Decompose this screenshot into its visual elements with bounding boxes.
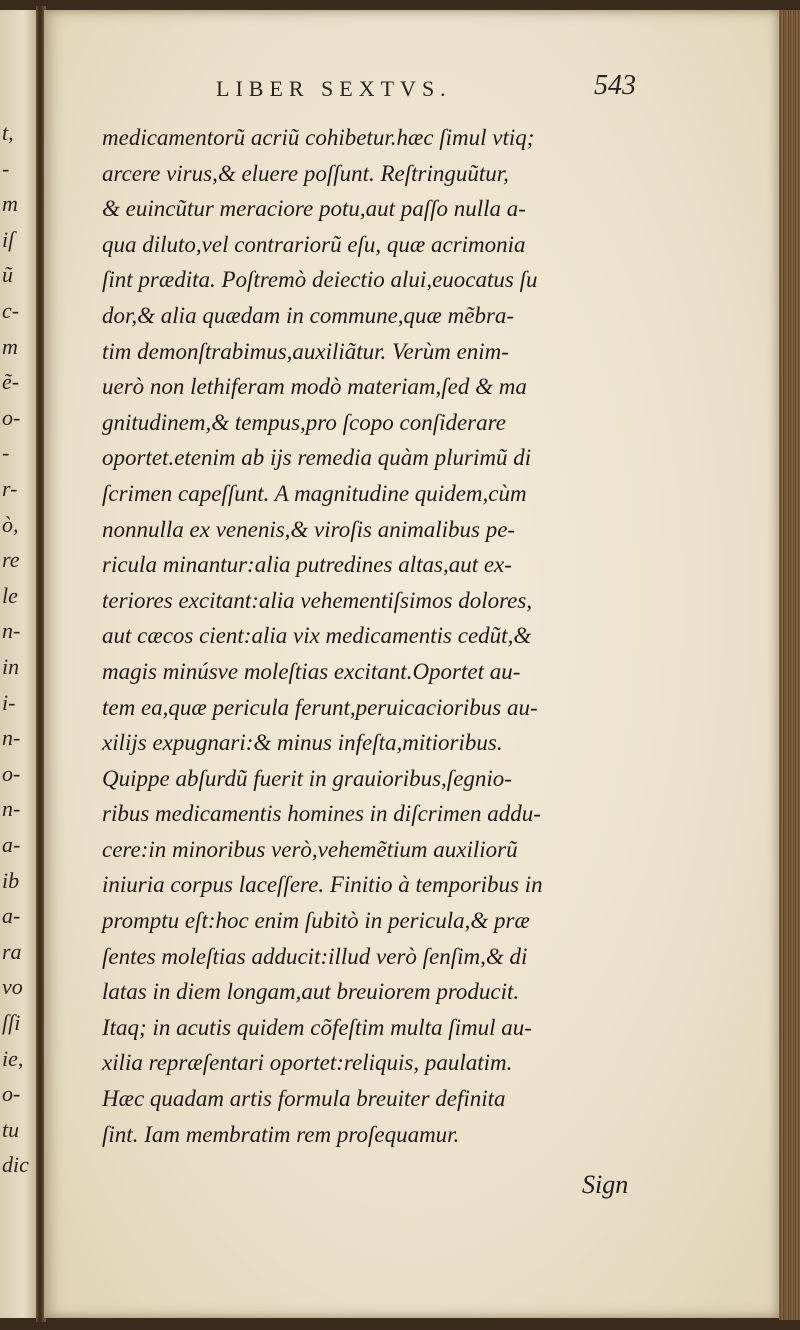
previous-page-line-fragment: o- [2,760,21,786]
previous-page-line-fragment: m [2,191,18,217]
book-page [44,10,779,1318]
text-line: Hæc quadam artis formula breuiter definita [102,1086,506,1112]
previous-page-line-fragment: m [2,333,18,359]
previous-page-line-fragment: ra [2,938,22,964]
text-line: tim demonſtrabimus,auxiliãtur. Verùm enim- [102,338,509,364]
previous-page-line-fragment: o- [2,1081,21,1107]
previous-page-line-fragment: vo [2,974,23,1000]
previous-page-line-fragment: n- [2,796,21,822]
previous-page-line-fragment: n- [2,618,21,644]
previous-page-line-fragment: a- [2,903,21,929]
previous-page-line-fragment: ò, [2,511,19,537]
previous-page-line-fragment: in [2,654,20,679]
text-line: nonnulla ex venenis,& viroſis animalibus pe- [102,516,516,542]
text-line: ſint. Iam membratim rem proſequamur. [102,1121,460,1147]
previous-page-line-fragment: tu [2,1116,20,1142]
previous-page-line-fragment: iſ [2,226,15,252]
text-line: xilia repræſentari oportet:reliquis, paulatim. [102,1050,513,1076]
text-line: magis minúsve moleſtias excitant.Oportet au- [102,658,521,684]
previous-page-line-fragment: o- [2,404,21,430]
text-line: aut cæcos cient:alia vix medicamentis cedũt,& [102,623,532,649]
page-edges-right [779,10,800,1320]
previous-page-line-fragment: - [2,440,10,466]
text-line: Itaq; in acutis quidem cõfeſtim multa ſimul au- [102,1014,532,1040]
text-line: ſint prædita. Poſtremò deiectio alui,euocatus ſu [102,267,538,293]
previous-page-line-fragment: ſſi [2,1010,21,1035]
previous-page-line-fragment: - [2,155,10,181]
text-line: ſcrimen capeſſunt. A magnitudine quidem,cùm [102,480,527,506]
previous-page-line-fragment: ib [2,867,20,893]
text-line: ſentes moleſtias adducit:illud verò ſenſim,& di [102,943,528,969]
text-line: cere:in minoribus verò,vehemẽtium auxiliorũ [102,836,518,862]
text-line: teriores excitant:alia vehementiſsimos dolores, [102,587,533,613]
text-line: ribus medicamentis homines in diſcrimen addu- [102,801,541,827]
catchword: Sign [582,1170,629,1199]
previous-page-line-fragment: ie, [2,1045,24,1071]
previous-page-line-fragment: ẽ- [2,369,20,395]
text-line: & euincũtur meraciore potu,aut paſſo nulla a- [102,196,526,222]
text-line: medicamentorũ acriũ cohibetur.hæc ſimul vtiq; [102,125,535,150]
previous-page-line-fragment: dic [2,1152,29,1178]
previous-page-line-fragment: ũ [2,262,13,288]
text-line: latas in diem longam,aut breuiorem producit. [102,979,520,1005]
text-line: qua diluto,vel contrariorũ eſu, quæ acrimonia [102,231,526,257]
running-head [172,70,712,110]
previous-page-line-fragment: t, [2,120,14,145]
previous-page-edge [0,10,40,1318]
previous-page-line-fragment: c- [2,298,20,323]
previous-page-line-fragment: r- [2,476,18,501]
text-line: tem ea,quæ pericula ferunt,peruicacioribus au- [102,694,538,720]
text-line: gnitudinem,& tempus,pro ſcopo conſiderare [102,409,506,435]
text-line: iniuria corpus laceſſere. Finitio à temporibus in [102,872,543,898]
text-line: dor,& alia quædam in commune,quæ mẽbra- [102,302,515,328]
previous-page-line-fragment: le [2,582,18,608]
text-line: oportet.etenim ab ijs remedia quàm plurimũ di [102,445,532,471]
text-line: uerò non lethiferam modò materiam,ſed & ma [102,374,527,400]
running-head-title: LIBER SEXTVS. [216,76,452,101]
text-line: promptu eſt:hoc enim ſubitò in pericula,& præ [102,908,530,934]
previous-page-line-fragment: re [2,547,20,573]
text-line: arcere virus,& eluere poſſunt. Reſtringuũtur, [102,160,509,186]
text-line: xilijs expugnari:& minus infeſta,mitioribus. [102,730,503,756]
text-line: Quippe abſurdũ fuerit in grauioribus,ſegnio- [102,765,512,791]
previous-page-line-fragment: i- [2,689,16,715]
main-text-block [102,120,662,1152]
previous-page-line-fragment: a- [2,832,21,857]
previous-page-line-fragment: n- [2,725,21,751]
page-number: 543 [594,70,636,101]
text-line: ricula minantur:alia putredines altas,aut ex- [102,552,512,578]
